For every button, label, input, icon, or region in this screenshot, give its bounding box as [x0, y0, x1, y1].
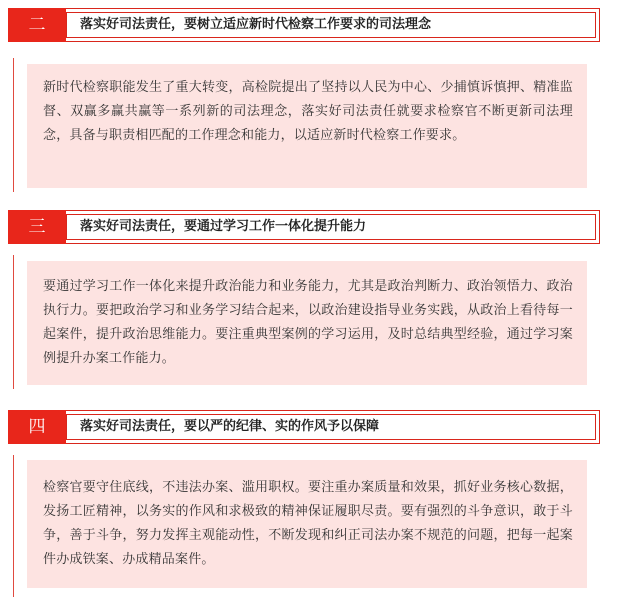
- section-number: 三: [8, 210, 66, 244]
- section-title: 落实好司法责任，要以严的纪律、实的作风予以保障: [80, 419, 380, 434]
- section-body-box: [27, 460, 587, 588]
- section-divider-line: [13, 255, 14, 389]
- section-title: 落实好司法责任，要树立适应新时代检察工作要求的司法理念: [80, 17, 432, 32]
- section-body-box: [27, 64, 587, 188]
- section-number: 二: [8, 8, 66, 42]
- section-divider-line: [13, 455, 14, 597]
- section-body-text: 检察官要守住底线，不违法办案、滥用职权。要注重办案质量和效果，抓好业务核心数据，发扬工匠精神，以务实的作风和求极致的精神保证履职尽责。要有强烈的斗争意识，敢于斗争，善于斗争，努力发挥主观能动性，不断发现和纠正司法办案不规范的问题，把每一起案件办成铁案、办成精品案件。: [43, 480, 573, 567]
- section-header: [8, 8, 600, 42]
- section-divider-line: [13, 58, 14, 192]
- section-body-box: [27, 261, 587, 385]
- section-body-text: 要通过学习工作一体化来提升政治能力和业务能力，尤其是政治判断力、政治领悟力、政治执行力。要把政治学习和业务学习结合起来，以政治建设指导业务实践，从政治上看待每一起案件，提升政治思维能力。要注重典型案例的学习运用，及时总结典型经验，通过学习案例提升办案工作能力。: [43, 279, 573, 366]
- section-title: 落实好司法责任，要通过学习工作一体化提升能力: [80, 219, 367, 234]
- section-body-text: 新时代检察职能发生了重大转变，高检院提出了坚持以人民为中心、少捕慎诉慎押、精准监督、双赢多赢共赢等一系列新的司法理念，落实好司法责任就要求检察官不断更新司法理念，具备与职责相匹配的工作理念和能力，以适应新时代检察工作要求。: [43, 80, 573, 143]
- section-header: [8, 210, 600, 244]
- section-header: [8, 410, 600, 444]
- section-number: 四: [8, 410, 66, 444]
